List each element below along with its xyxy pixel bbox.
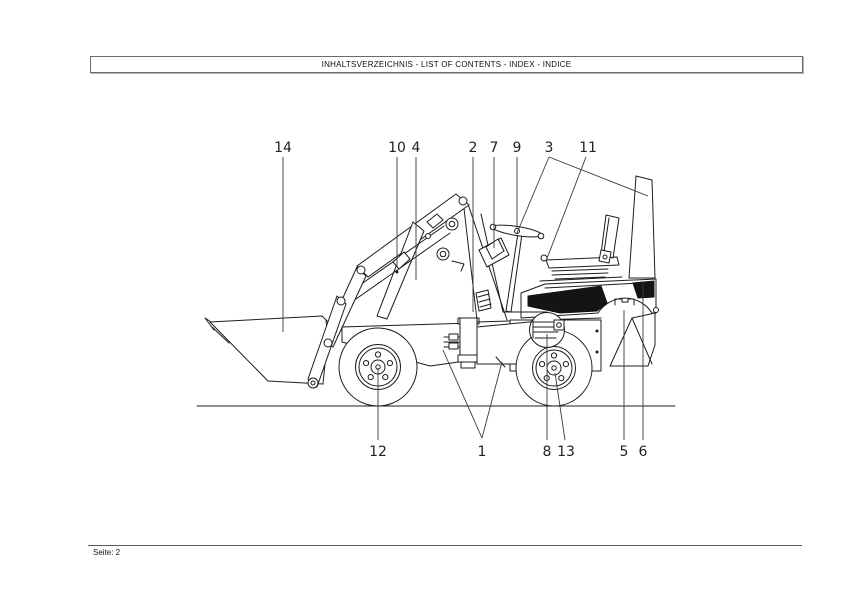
- page-header-title: INHALTSVERZEICHNIS - LIST OF CONTENTS - INDEX - INDICE: [321, 60, 572, 69]
- callout-4: 4: [411, 140, 421, 156]
- callout-1: 1: [477, 444, 487, 460]
- driver-seat: [540, 215, 622, 281]
- leader-line-1: [482, 362, 502, 438]
- steering-column: [506, 233, 522, 312]
- leader-line-3: [549, 157, 648, 196]
- callout-11: 11: [579, 140, 597, 156]
- footer-rule: [88, 545, 802, 546]
- leader-line-11: [546, 157, 586, 261]
- rear-fin: [629, 176, 655, 278]
- footer-page-label: Seite: 2: [93, 548, 121, 557]
- rear-tail-panel: [610, 313, 655, 366]
- callout-2: 2: [468, 140, 478, 156]
- callout-6: 6: [638, 444, 648, 460]
- callout-13: 13: [557, 444, 575, 460]
- callout-14: 14: [274, 140, 292, 156]
- callout-3: 3: [544, 140, 554, 156]
- callout-5: 5: [619, 444, 629, 460]
- callout-8: 8: [542, 444, 552, 460]
- leader-line-3: [517, 157, 549, 233]
- callout-12: 12: [369, 444, 387, 460]
- callout-9: 9: [512, 140, 522, 156]
- callout-10: 10: [388, 140, 406, 156]
- callout-7: 7: [489, 140, 499, 156]
